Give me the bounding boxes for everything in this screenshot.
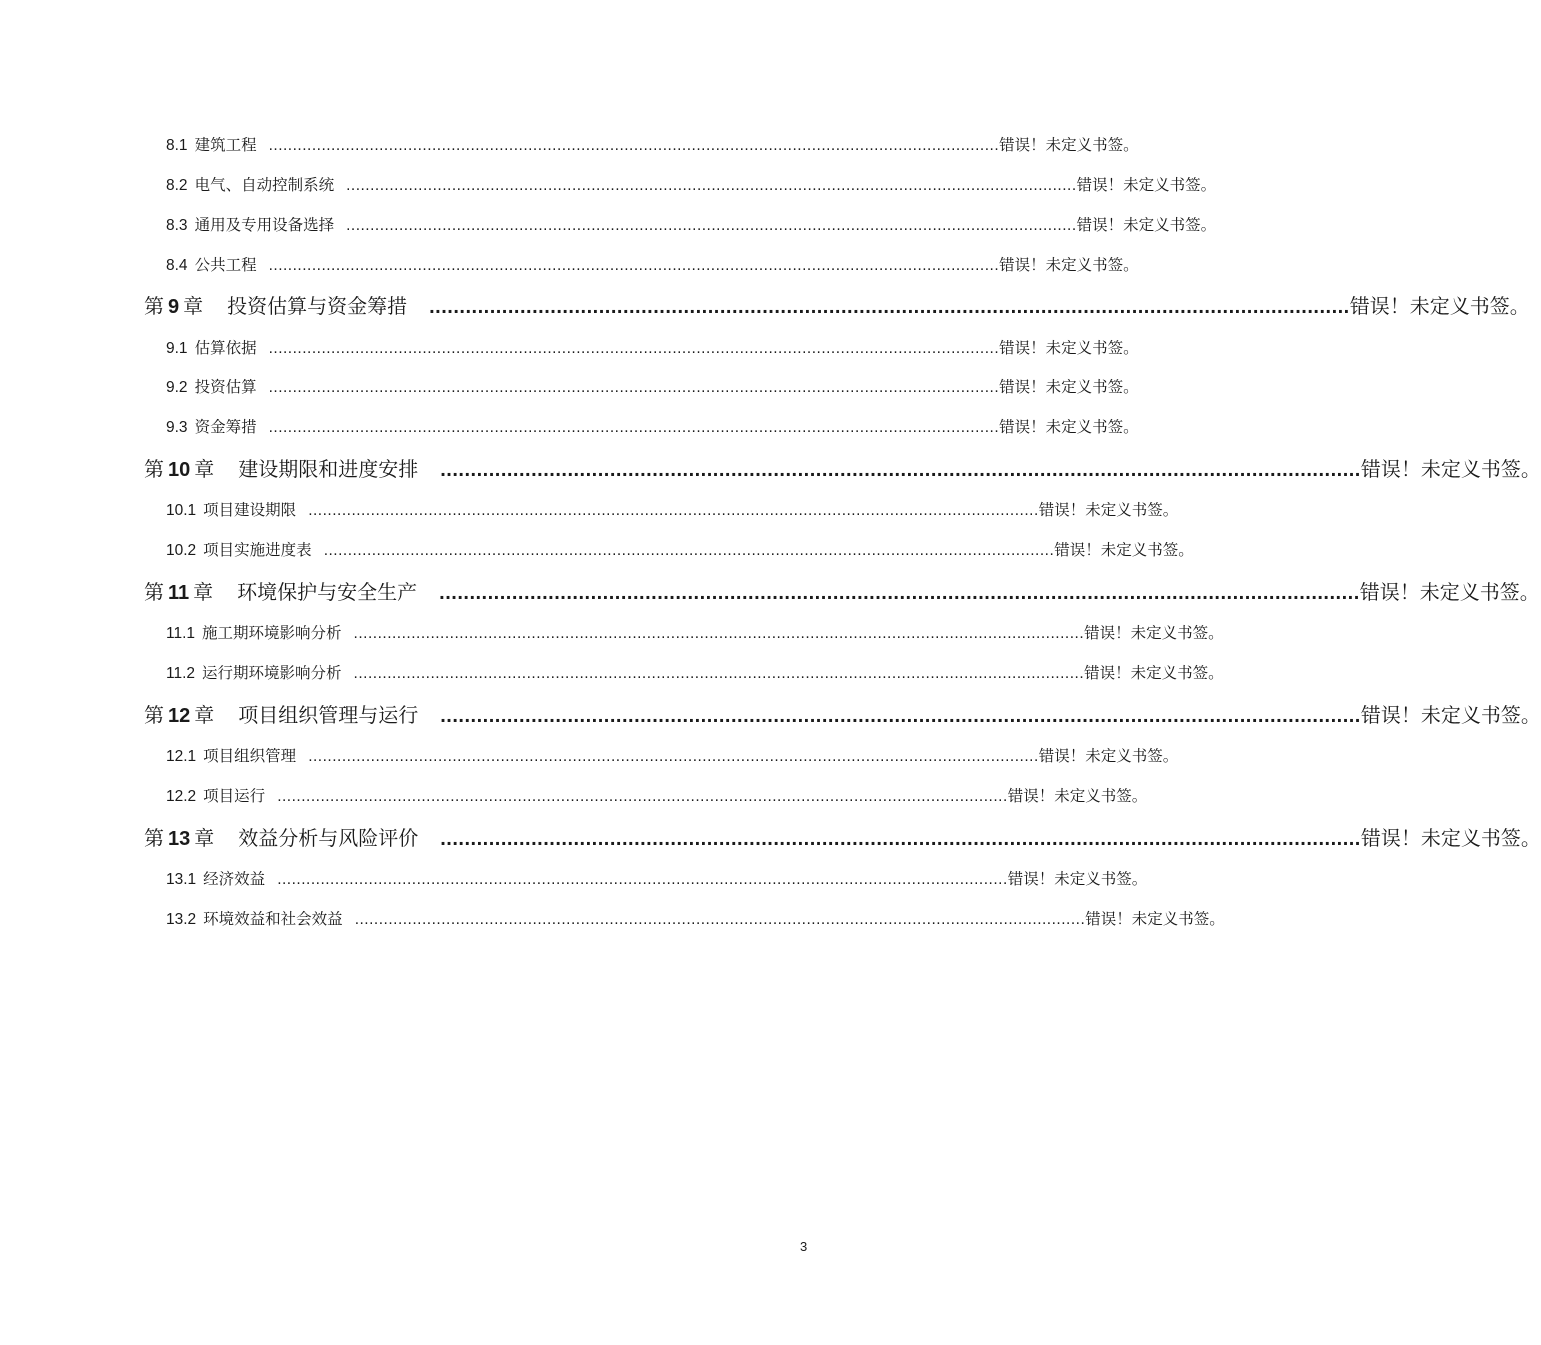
entry-number: 9.3 [166, 419, 188, 436]
dot-leader: ........................................................................................................................................................ [353, 625, 1085, 642]
dot-leader: ........................................................................................................................................................ [346, 177, 1077, 194]
chapter-number: 10 [168, 459, 191, 481]
dot-leader: ........................................................................................................................................................ [323, 542, 1055, 559]
entry-page-ref: 错误！未定义书签。 [1349, 294, 1530, 318]
entry-title: 运行期环境影响分析 [202, 664, 342, 682]
entry-page-ref: 错误！未定义书签。 [999, 418, 1139, 436]
dot-leader: ........................................................................................................................................................ [354, 911, 1086, 928]
entry-title: 电气、自动控制系统 [194, 176, 335, 194]
toc-entry [166, 213, 1217, 235]
chapter-title: 效益分析与风险评价 [238, 826, 419, 850]
entry-page-ref: 错误！未定义书签。 [1084, 624, 1224, 642]
chapter-suffix: 章 [193, 580, 214, 604]
entry-page-ref: 错误！未定义书签。 [1359, 580, 1540, 604]
entry-page-ref: 错误！未定义书签。 [1084, 664, 1224, 682]
toc-entry [166, 661, 1224, 683]
entry-page-ref: 错误！未定义书签。 [1076, 176, 1217, 194]
toc-entry [166, 253, 1139, 275]
entry-page-ref: 错误！未定义书签。 [999, 339, 1139, 357]
dot-leader: ........................................................................................................................................................ [268, 379, 1000, 396]
entry-number: 8.1 [166, 137, 188, 154]
entry-number: 10.1 [166, 502, 197, 519]
page-number: 3 [800, 1239, 808, 1254]
entry-page-ref: 错误！未定义书签。 [1360, 457, 1541, 481]
chapter-number: 13 [168, 828, 191, 850]
entry-number: 8.3 [166, 217, 188, 234]
chapter-suffix: 章 [194, 457, 215, 481]
chapter-suffix: 章 [194, 826, 215, 850]
entry-title: 项目运行 [203, 787, 266, 805]
entry-number: 9.2 [166, 379, 188, 396]
chapter-title: 建设期限和进度安排 [238, 457, 419, 481]
toc-chapter-entry [144, 290, 1530, 318]
chapter-suffix: 章 [183, 294, 204, 318]
toc-chapter-entry [144, 822, 1541, 850]
chapter-suffix: 章 [194, 703, 215, 727]
entry-page-ref: 错误！未定义书签。 [999, 136, 1139, 154]
dot-leader: ........................................................................................................................................................ [308, 748, 1039, 765]
entry-title: 资金筹措 [194, 418, 257, 436]
toc-entry [166, 907, 1225, 929]
toc-entry [166, 867, 1148, 889]
entry-title: 项目建设期限 [203, 501, 297, 519]
dot-leader: ........................................................................................................................................................ [429, 296, 1350, 318]
toc-chapter-entry [144, 453, 1541, 481]
dot-leader: ........................................................................................................................................................ [268, 257, 1000, 274]
toc-entry [166, 784, 1148, 806]
entry-title: 环境效益和社会效益 [203, 910, 343, 928]
entry-number: 10.2 [166, 542, 197, 559]
entry-title: 项目组织管理 [203, 747, 297, 765]
entry-number: 13.2 [166, 911, 197, 928]
entry-number: 12.2 [166, 788, 197, 805]
toc-entry [166, 133, 1139, 155]
toc-entry [166, 375, 1139, 397]
dot-leader: ........................................................................................................................................................ [268, 340, 1000, 357]
entry-number: 8.4 [166, 257, 188, 274]
toc-entry [166, 336, 1139, 358]
entry-page-ref: 错误！未定义书签。 [1038, 501, 1179, 519]
entry-title: 公共工程 [194, 256, 257, 274]
dot-leader: ........................................................................................................................................................ [440, 828, 1361, 850]
chapter-prefix: 第 [144, 580, 164, 604]
entry-number: 12.1 [166, 748, 197, 765]
dot-leader: ........................................................................................................................................................ [268, 419, 1000, 436]
chapter-number: 12 [168, 705, 191, 727]
entry-title: 估算依据 [194, 339, 257, 357]
entry-page-ref: 错误！未定义书签。 [1054, 541, 1194, 559]
toc-entry [166, 173, 1217, 195]
entry-number: 8.2 [166, 177, 188, 194]
toc-chapter-entry [144, 576, 1540, 604]
entry-page-ref: 错误！未定义书签。 [1360, 703, 1541, 727]
entry-title: 施工期环境影响分析 [202, 624, 342, 642]
entry-page-ref: 错误！未定义书签。 [1007, 787, 1148, 805]
toc-entry [166, 415, 1139, 437]
entry-title: 经济效益 [203, 870, 266, 888]
entry-page-ref: 错误！未定义书签。 [1038, 747, 1179, 765]
dot-leader: ........................................................................................................................................................ [346, 217, 1077, 234]
entry-number: 13.1 [166, 871, 197, 888]
chapter-prefix: 第 [144, 703, 164, 727]
entry-title: 通用及专用设备选择 [194, 216, 335, 234]
toc-entry [166, 744, 1179, 766]
dot-leader: ........................................................................................................................................................ [440, 705, 1361, 727]
entry-title: 建筑工程 [194, 136, 257, 154]
chapter-number: 11 [168, 582, 190, 604]
dot-leader: ........................................................................................................................................................ [277, 871, 1008, 888]
toc-entry [166, 538, 1194, 560]
entry-title: 投资估算 [194, 378, 257, 396]
toc-chapter-entry [144, 699, 1541, 727]
dot-leader: ........................................................................................................................................................ [439, 582, 1360, 604]
chapter-number: 9 [168, 296, 180, 318]
entry-number: 9.1 [166, 340, 188, 357]
chapter-title: 投资估算与资金筹措 [227, 294, 408, 318]
entry-number: 11.2 [166, 665, 196, 682]
dot-leader: ........................................................................................................................................................ [308, 502, 1039, 519]
entry-page-ref: 错误！未定义书签。 [1085, 910, 1225, 928]
entry-page-ref: 错误！未定义书签。 [1007, 870, 1148, 888]
entry-page-ref: 错误！未定义书签。 [1360, 826, 1541, 850]
dot-leader: ........................................................................................................................................................ [440, 459, 1361, 481]
chapter-prefix: 第 [144, 457, 164, 481]
entry-title: 项目实施进度表 [203, 541, 312, 559]
dot-leader: ........................................................................................................................................................ [277, 788, 1008, 805]
dot-leader: ........................................................................................................................................................ [268, 137, 1000, 154]
chapter-title: 项目组织管理与运行 [238, 703, 419, 727]
entry-number: 11.1 [166, 625, 196, 642]
entry-page-ref: 错误！未定义书签。 [999, 378, 1139, 396]
chapter-prefix: 第 [144, 826, 164, 850]
chapter-title: 环境保护与安全生产 [237, 580, 418, 604]
entry-page-ref: 错误！未定义书签。 [1076, 216, 1217, 234]
dot-leader: ........................................................................................................................................................ [353, 665, 1085, 682]
chapter-prefix: 第 [144, 294, 164, 318]
toc-entry [166, 498, 1179, 520]
toc-entry [166, 621, 1224, 643]
entry-page-ref: 错误！未定义书签。 [999, 256, 1139, 274]
